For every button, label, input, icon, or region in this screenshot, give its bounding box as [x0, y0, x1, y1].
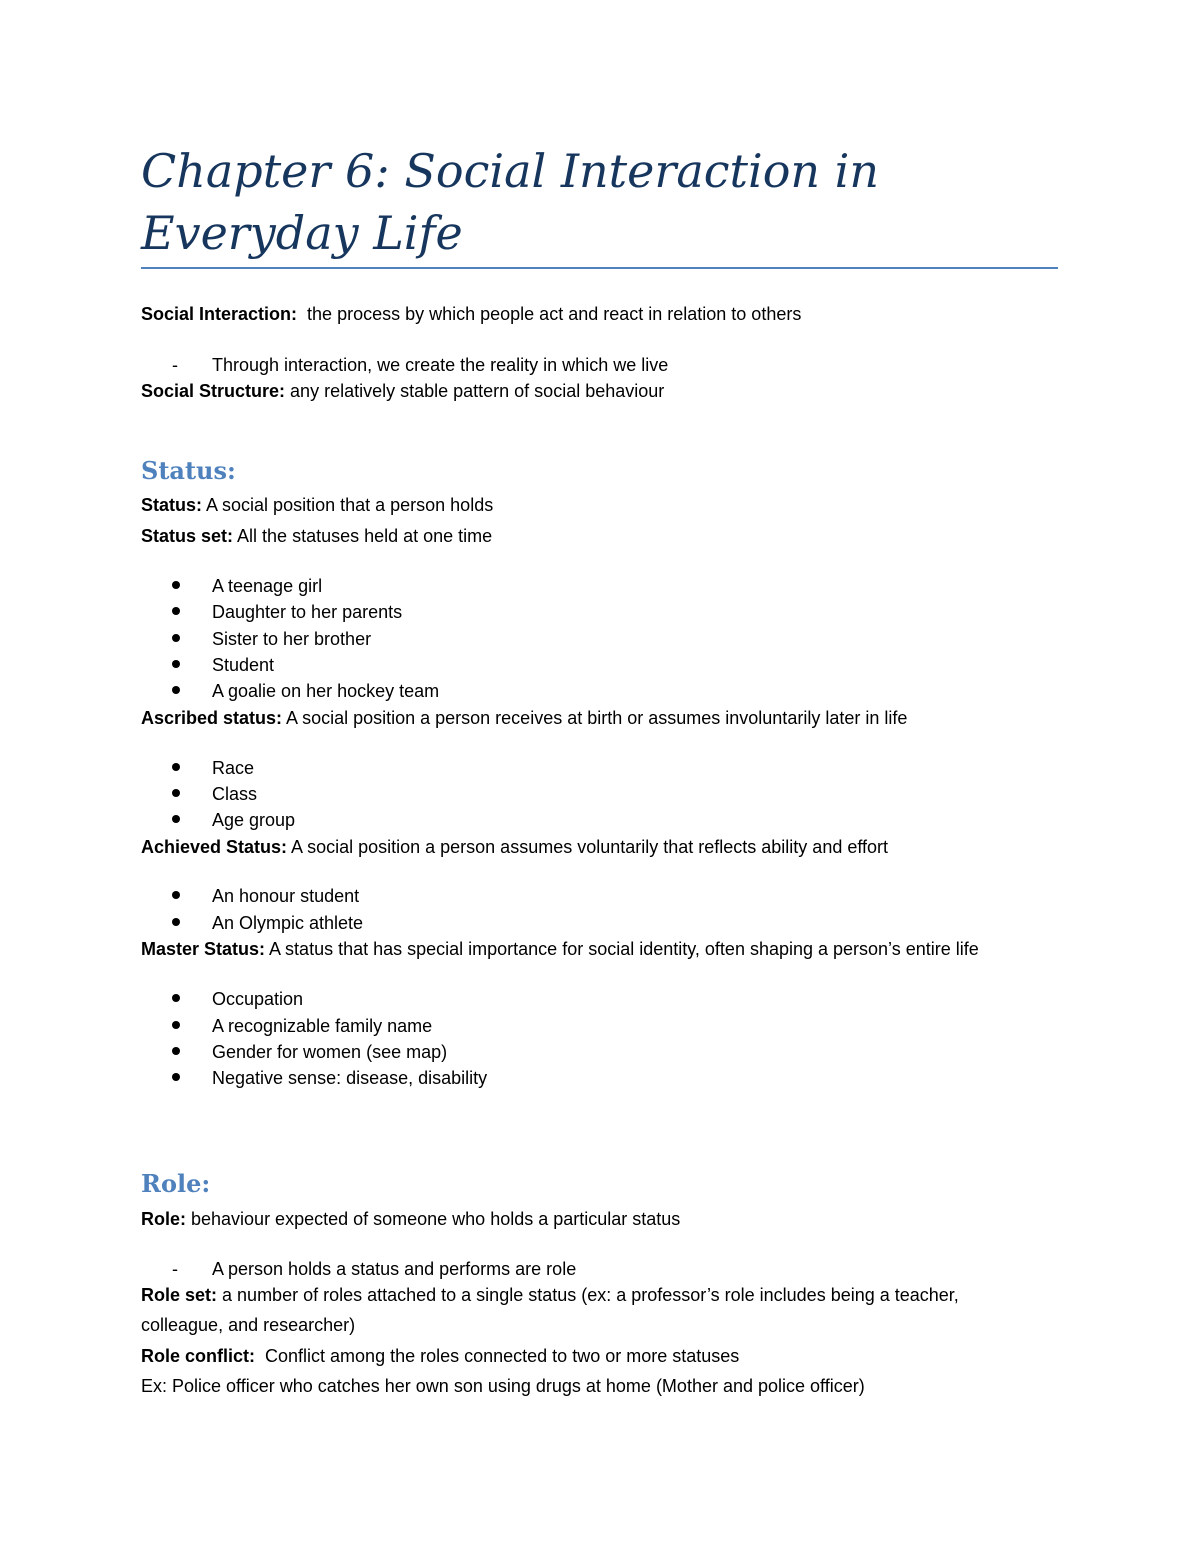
term: Achieved Status:	[141, 837, 288, 857]
achieved-status-definition	[141, 835, 888, 859]
bullet-icon	[172, 1047, 180, 1055]
ascribed-status-definition	[141, 706, 907, 730]
bullet-icon	[172, 815, 180, 823]
bullet-icon	[172, 581, 180, 589]
bullet-icon	[172, 607, 180, 615]
term: Master Status:	[141, 939, 266, 959]
definition: All the statuses held at one time	[233, 526, 493, 546]
bullet-icon	[172, 994, 180, 1002]
role-conflict-definition	[141, 1344, 739, 1368]
title-underline	[141, 267, 1058, 269]
list-item: Age group	[172, 808, 295, 832]
list-item-text: Through interaction, we create the reality in which we live	[212, 355, 669, 375]
term: Social Structure:	[141, 381, 286, 401]
status-definition	[141, 493, 493, 517]
term: Role conflict:	[141, 1346, 256, 1366]
social-interaction-definition	[141, 302, 801, 326]
bullet-icon	[172, 789, 180, 797]
bullet-icon	[172, 918, 180, 926]
role-conflict-example: Ex: Police officer who catches her own son using drugs at home (Mother and police officer)	[141, 1376, 865, 1396]
dash-marker: -	[172, 355, 178, 375]
definition: any relatively stable pattern of social behaviour	[285, 381, 665, 401]
status-set-definition	[141, 524, 492, 548]
term: Role set:	[141, 1285, 218, 1305]
bullet-icon	[172, 634, 180, 642]
term: Social Interaction:	[141, 304, 298, 324]
master-status-definition	[141, 937, 979, 961]
dash-list-item	[172, 1257, 576, 1281]
bullet-icon	[172, 891, 180, 899]
definition: A social position a person assumes voluntarily that reflects ability and effort	[287, 837, 889, 857]
dash-marker: -	[172, 1259, 178, 1279]
definition: behaviour expected of someone who holds a particular status	[186, 1209, 681, 1229]
bullet-icon	[172, 1073, 180, 1081]
bullet-icon	[172, 660, 180, 668]
bullet-icon	[172, 1021, 180, 1029]
list-item: Student	[172, 653, 274, 677]
bullet-icon	[172, 686, 180, 694]
social-structure-definition	[141, 379, 664, 403]
definition: Conflict among the roles connected to two or more statuses	[255, 1346, 740, 1366]
list-item: Sister to her brother	[172, 627, 371, 651]
list-item: A goalie on her hockey team	[172, 679, 439, 703]
list-item: Negative sense: disease, disability	[172, 1066, 487, 1090]
list-item: Class	[172, 782, 257, 806]
list-item: Occupation	[172, 987, 303, 1011]
definition: A social position a person receives at birth or assumes involuntarily later in life	[282, 708, 908, 728]
bullet-icon	[172, 763, 180, 771]
definition: A status that has special importance for social identity, often shaping a person’s entire life	[265, 939, 979, 959]
status-heading: Status:	[141, 456, 236, 485]
role-heading: Role:	[141, 1169, 211, 1198]
definition: a number of roles attached to a single status (ex: a professor’s role includes being a teacher,	[217, 1285, 959, 1305]
list-item-text: A person holds a status and performs are role	[212, 1259, 577, 1279]
term: Role:	[141, 1209, 186, 1229]
role-set-definition	[141, 1283, 959, 1307]
list-item: Daughter to her parents	[172, 600, 402, 624]
list-item: Gender for women (see map)	[172, 1040, 447, 1064]
list-item: An Olympic athlete	[172, 911, 363, 935]
list-item: A teenage girl	[172, 574, 322, 598]
list-item: An honour student	[172, 884, 359, 908]
dash-list-item	[172, 353, 668, 377]
definition: A social position that a person holds	[202, 495, 494, 515]
list-item: A recognizable family name	[172, 1014, 432, 1038]
role-definition	[141, 1207, 680, 1231]
role-set-definition-continued: colleague, and researcher)	[141, 1315, 356, 1335]
term: Ascribed status:	[141, 708, 283, 728]
term: Status set:	[141, 526, 234, 546]
term: Status:	[141, 495, 203, 515]
list-item: Race	[172, 756, 254, 780]
page-title: Chapter 6: Social Interaction in Everyday Life	[141, 144, 879, 260]
definition: the process by which people act and react in relation to others	[297, 304, 802, 324]
